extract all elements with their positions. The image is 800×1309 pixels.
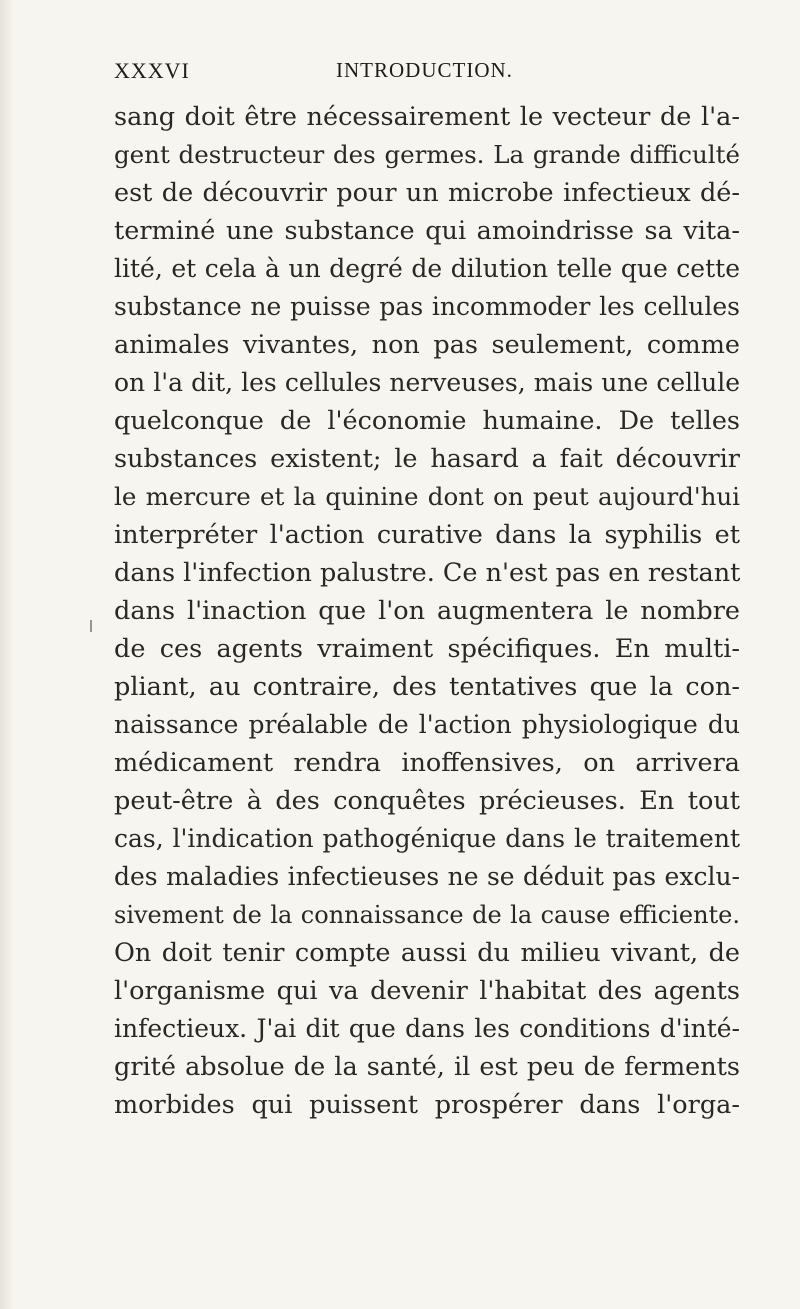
text-line: on l'a dit, les cellules nerveuses, mais une cellule: [114, 368, 740, 397]
text-line: animales vivantes, non pas seulement, comme: [114, 330, 740, 360]
text-line: le mercure et la quinine dont on peut aujourd'hui: [114, 482, 740, 511]
text-line: gent destructeur des germes. La grande difficulté: [114, 140, 740, 169]
running-title: INTRODUCTION.: [336, 58, 513, 82]
body-text: [114, 98, 740, 1124]
text-line: naissance préalable de l'action physiologique du: [114, 710, 740, 739]
text-line: sang doit être nécessairement le vecteur de l'a-: [114, 102, 740, 132]
text-line: pliant, au contraire, des tentatives que la con-: [114, 672, 740, 702]
text-line: interpréter l'action curative dans la syphilis et: [114, 520, 740, 550]
page-number: XXXVI: [114, 58, 190, 83]
text-line: quelconque de l'économie humaine. De telles: [114, 406, 740, 436]
text-line: terminé une substance qui amoindrisse sa vita-: [114, 216, 740, 246]
text-line: On doit tenir compte aussi du milieu vivant, de: [114, 938, 740, 968]
running-head: [114, 58, 734, 88]
text-line: des maladies infectieuses ne se déduit pas exclu-: [114, 862, 740, 891]
text-line: dans l'infection palustre. Ce n'est pas en restant: [114, 558, 741, 588]
text-line: cas, l'indication pathogénique dans le traitement: [114, 824, 740, 853]
page-edge-shadow: [0, 0, 14, 1309]
text-line: sivement de la connaissance de la cause efficiente.: [114, 901, 740, 929]
margin-mark: [90, 620, 92, 632]
text-line: substances existent; le hasard a fait découvrir: [114, 444, 740, 474]
text-line: lité, et cela à un degré de dilution telle que cette: [114, 254, 740, 283]
text-line: de ces agents vraiment spécifiques. En multi-: [114, 634, 740, 664]
text-line: est de découvrir pour un microbe infectieux dé-: [114, 178, 740, 208]
text-line: peut-être à des conquêtes précieuses. En tout: [114, 786, 740, 816]
text-line: l'organisme qui va devenir l'habitat des agents: [114, 976, 740, 1006]
text-line: médicament rendra inoffensives, on arrivera: [114, 748, 740, 778]
text-line: substance ne puisse pas incommoder les cellules: [114, 292, 740, 321]
text-line: morbides qui puissent prospérer dans l'orga-: [114, 1090, 740, 1120]
text-line: dans l'inaction que l'on augmentera le nombre: [114, 596, 740, 626]
text-line: grité absolue de la santé, il est peu de ferments: [114, 1052, 740, 1082]
text-line: infectieux. J'ai dit que dans les conditions d'inté-: [114, 1014, 740, 1043]
